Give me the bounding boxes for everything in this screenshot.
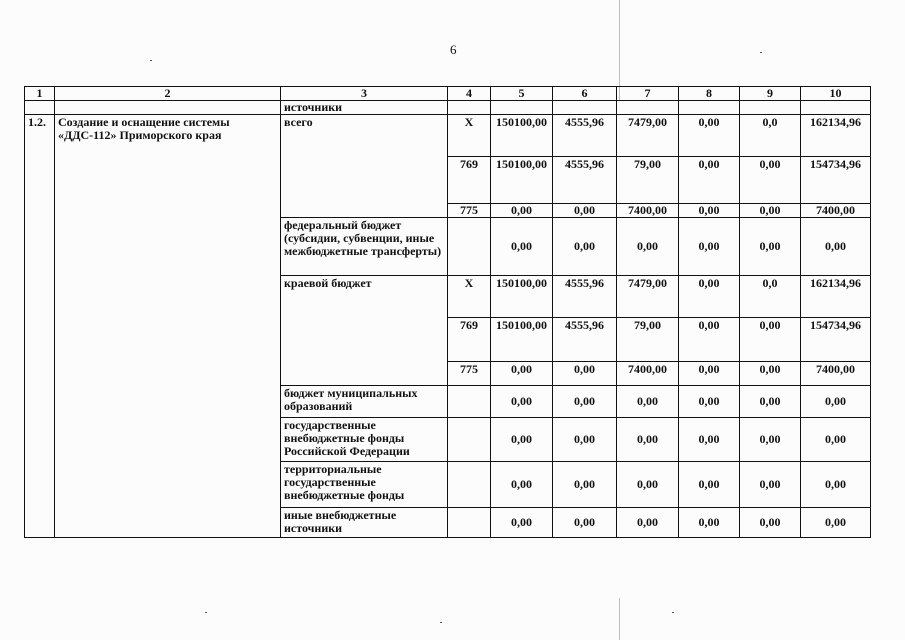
code-cell: X	[448, 115, 491, 157]
value-cell: 4555,96	[553, 157, 617, 204]
scan-speck	[440, 622, 442, 623]
value-cell: 4555,96	[553, 276, 617, 318]
header-cell: 9	[740, 87, 801, 101]
item-name: Создание и оснащение системы «ДДС-112» Приморского края	[55, 115, 281, 538]
table-row	[25, 115, 871, 157]
code-cell	[448, 508, 491, 538]
source-label: источники	[281, 101, 448, 115]
value-cell: 0,00	[617, 462, 679, 508]
header-cell: 7	[617, 87, 679, 101]
value-cell: 0,00	[491, 362, 553, 386]
header-cell: 2	[55, 87, 281, 101]
value-cell: 0,00	[679, 276, 740, 318]
value-cell: 0,0	[740, 115, 801, 157]
funding-table	[24, 86, 871, 538]
value-cell: 0,00	[679, 462, 740, 508]
value-cell: 0,00	[740, 157, 801, 204]
source-other: иные внебюджетные источники	[281, 508, 448, 538]
value-cell: 0,00	[740, 462, 801, 508]
value-cell: 0,00	[553, 362, 617, 386]
value-cell: 0,00	[491, 204, 553, 218]
value-cell: 0,00	[740, 386, 801, 418]
scan-speck	[672, 612, 674, 613]
value-cell: 0,00	[553, 204, 617, 218]
value-cell: 0,00	[740, 218, 801, 276]
value-cell: 0,00	[553, 418, 617, 462]
source-territorial: территориальные государственные внебюджетные фонды	[281, 462, 448, 508]
value-cell: 79,00	[617, 318, 679, 362]
value-cell: 0,00	[679, 508, 740, 538]
header-cell: 3	[281, 87, 448, 101]
code-cell	[448, 386, 491, 418]
value-cell: 0,00	[679, 157, 740, 204]
value-cell: 7400,00	[801, 362, 871, 386]
value-cell: 0,00	[679, 386, 740, 418]
value-cell: 154734,96	[801, 318, 871, 362]
value-cell: 0,00	[491, 386, 553, 418]
value-cell: 0,00	[491, 218, 553, 276]
value-cell: 150100,0​0	[491, 276, 553, 318]
code-cell: 775	[448, 204, 491, 218]
value-cell: 0,00	[553, 508, 617, 538]
table-row	[25, 101, 871, 115]
value-cell: 0,00	[801, 462, 871, 508]
header-cell: 1	[25, 87, 55, 101]
value-cell: 4555,96	[553, 115, 617, 157]
code-cell: 769	[448, 318, 491, 362]
value-cell: 7400,00	[617, 362, 679, 386]
value-cell: 0,00	[553, 386, 617, 418]
code-cell	[448, 462, 491, 508]
value-cell: 150100,0​0	[491, 115, 553, 157]
source-total: всего	[281, 115, 448, 218]
value-cell: 0,00	[801, 218, 871, 276]
code-cell	[448, 218, 491, 276]
value-cell: 0,00	[740, 362, 801, 386]
scan-speck	[150, 60, 152, 61]
source-federal: федеральный бюджет (субсидии, субвенции, иные межбюджетные трансферты)	[281, 218, 448, 276]
item-number: 1.2.	[25, 115, 55, 538]
scan-artifact-line	[619, 598, 620, 640]
value-cell: 0,00	[679, 418, 740, 462]
source-regional: краевой бюджет	[281, 276, 448, 386]
value-cell: 0,0	[740, 276, 801, 318]
value-cell: 0,00	[740, 418, 801, 462]
header-cell: 5	[491, 87, 553, 101]
value-cell: 0,00	[679, 204, 740, 218]
value-cell: 162134,96	[801, 115, 871, 157]
value-cell: 0,00	[801, 386, 871, 418]
value-cell: 0,00	[617, 218, 679, 276]
value-cell: 0,00	[491, 418, 553, 462]
scan-speck	[760, 52, 762, 53]
value-cell: 0,00	[740, 318, 801, 362]
value-cell: 7479,00	[617, 276, 679, 318]
value-cell: 0,00	[491, 462, 553, 508]
code-cell: 775	[448, 362, 491, 386]
value-cell: 7479,00	[617, 115, 679, 157]
value-cell: 150100,0​0	[491, 157, 553, 204]
header-cell: 6	[553, 87, 617, 101]
value-cell: 0,00	[491, 508, 553, 538]
value-cell: 150100,0​0	[491, 318, 553, 362]
value-cell: 162134,96	[801, 276, 871, 318]
source-state-funds: государственные внебюджетные фонды Российской Федерации	[281, 418, 448, 462]
value-cell: 4555,96	[553, 318, 617, 362]
value-cell: 0,00	[617, 508, 679, 538]
value-cell: 154734,96	[801, 157, 871, 204]
value-cell: 7400,00	[801, 204, 871, 218]
value-cell: 0,00	[801, 418, 871, 462]
value-cell: 0,00	[801, 508, 871, 538]
scan-speck	[205, 612, 207, 613]
code-cell: X	[448, 276, 491, 318]
value-cell: 79,00	[617, 157, 679, 204]
code-cell	[448, 418, 491, 462]
header-cell: 8	[679, 87, 740, 101]
value-cell: 7400,00	[617, 204, 679, 218]
scan-artifact-line	[619, 0, 620, 100]
source-municipal: бюджет муниципальных образований	[281, 386, 448, 418]
value-cell: 0,00	[679, 318, 740, 362]
value-cell: 0,00	[679, 115, 740, 157]
value-cell: 0,00	[679, 218, 740, 276]
header-row	[25, 87, 871, 101]
value-cell: 0,00	[679, 362, 740, 386]
value-cell: 0,00	[553, 462, 617, 508]
value-cell: 0,00	[617, 386, 679, 418]
header-cell: 4	[448, 87, 491, 101]
page-number: 6	[450, 42, 457, 57]
header-cell: 10	[801, 87, 871, 101]
value-cell: 0,00	[740, 204, 801, 218]
code-cell: 769	[448, 157, 491, 204]
value-cell: 0,00	[740, 508, 801, 538]
value-cell: 0,00	[553, 218, 617, 276]
value-cell: 0,00	[617, 418, 679, 462]
